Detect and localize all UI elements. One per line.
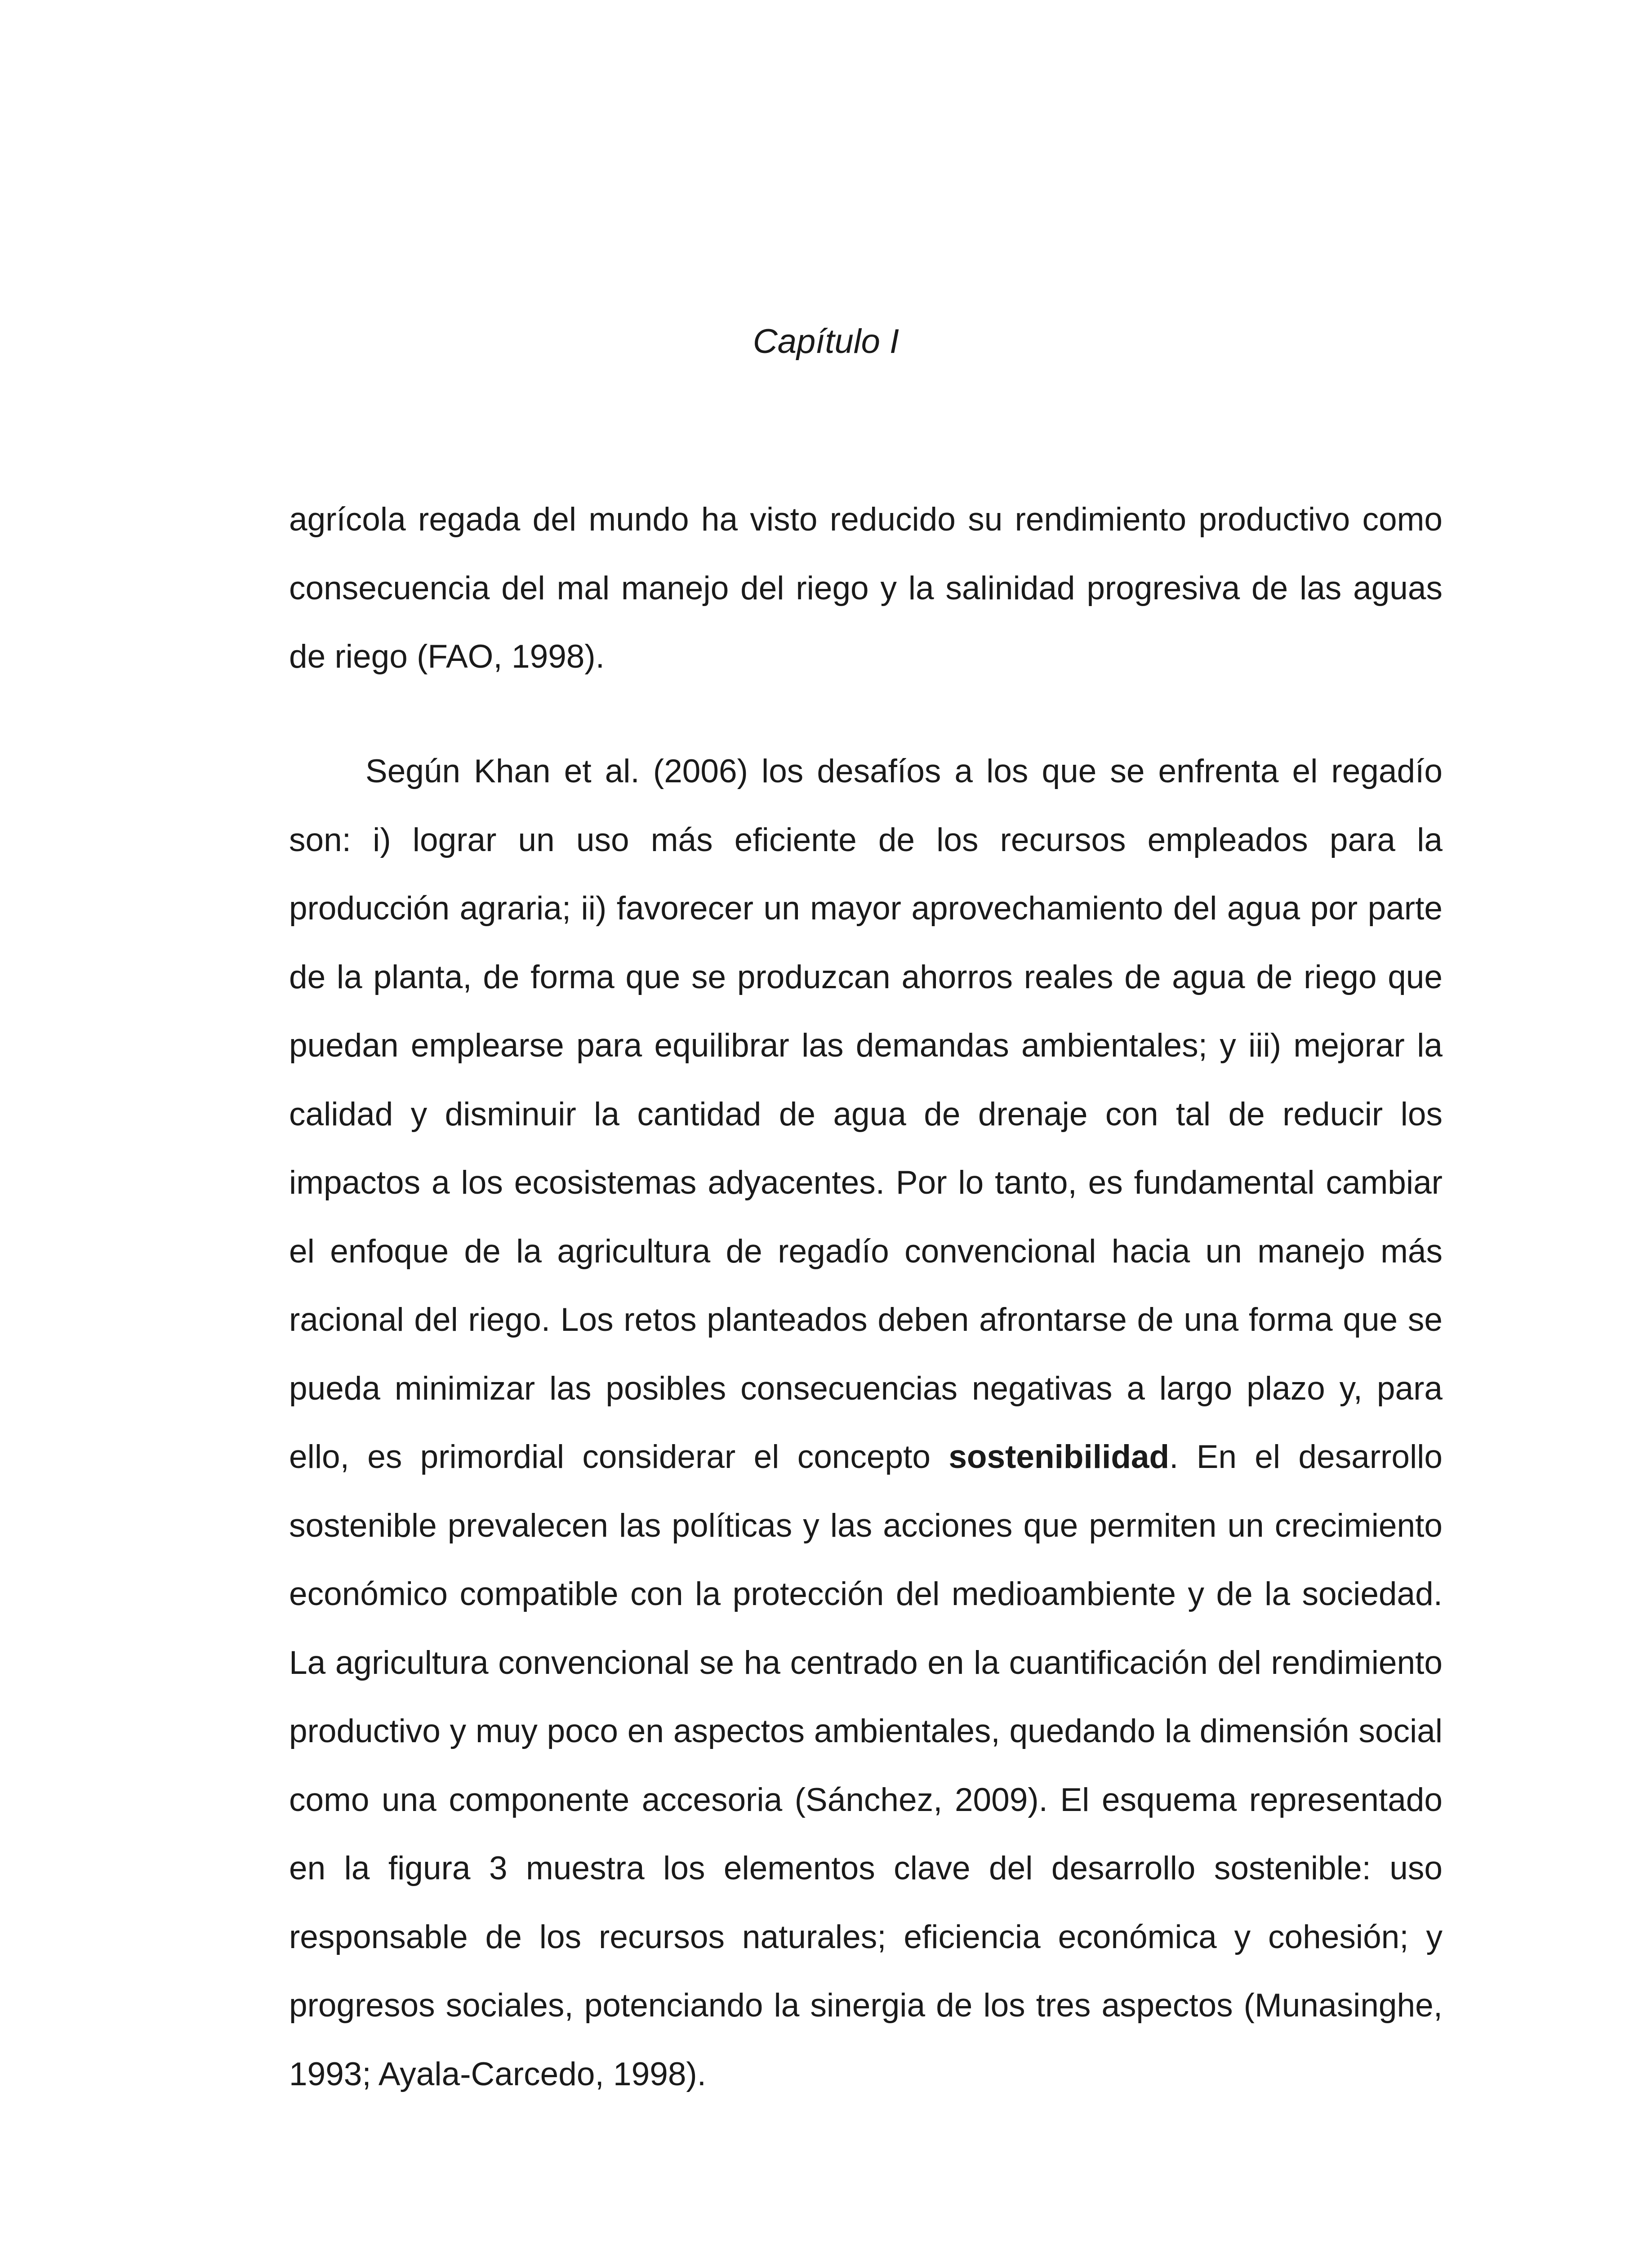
paragraph-continuation: agrícola regada del mundo ha visto reducido su rendimiento productivo como consecuencia del mal manejo del riego y la salinidad progresiva de las aguas de riego (FAO, 1998). bbox=[289, 501, 1443, 675]
paragraph-sustainability bbox=[289, 737, 1443, 2109]
paragraph-text-after-term: . En el desarrollo sostenible prevalecen las políticas y las acciones que permiten un crecimiento económico compatible con la protección del medioambiente y de la sociedad. La agricultura convencional se ha centrado en la cuantificación del rendimiento productivo y muy poco en aspectos ambientales, quedando la dimensión social como una componente accesoria (Sánchez, 2009). El esquema representado en la figura 3 muestra los elementos clave del desarrollo sostenible: uso responsable de los recursos naturales; eficiencia económica y cohesión; y progresos sociales, potenciando la sinergia de los tres aspectos (Munasinghe, 1993; Ayala-Carcedo, 1998). bbox=[289, 1439, 1443, 2092]
chapter-header: Capítulo I bbox=[753, 322, 899, 361]
key-term-sostenibilidad: sostenibilidad bbox=[948, 1439, 1170, 1475]
paragraph-text-before-term: Según Khan et al. (2006) los desafíos a los que se enfrenta el regadío son: i) lograr un uso más eficiente de los recursos empleados para la producción agraria; ii) favorecer un mayor aprovechamiento del agua por parte de la planta, de forma que se produzcan ahorros reales de agua de riego que puedan emplearse para equilibrar las demandas ambientales; y iii) mejorar la calidad y disminuir la cantidad de agua de drenaje con tal de reducir los impactos a los ecosistemas adyacentes. Por lo tanto, es fundamental cambiar el enfoque de la agricultura de regadío convencional hacia un manejo más racional del riego. Los retos planteados deben afrontarse de una forma que se pueda minimizar las posibles consecuencias negativas a largo plazo y, para ello, es primordial considerar el concepto bbox=[289, 753, 1443, 1475]
